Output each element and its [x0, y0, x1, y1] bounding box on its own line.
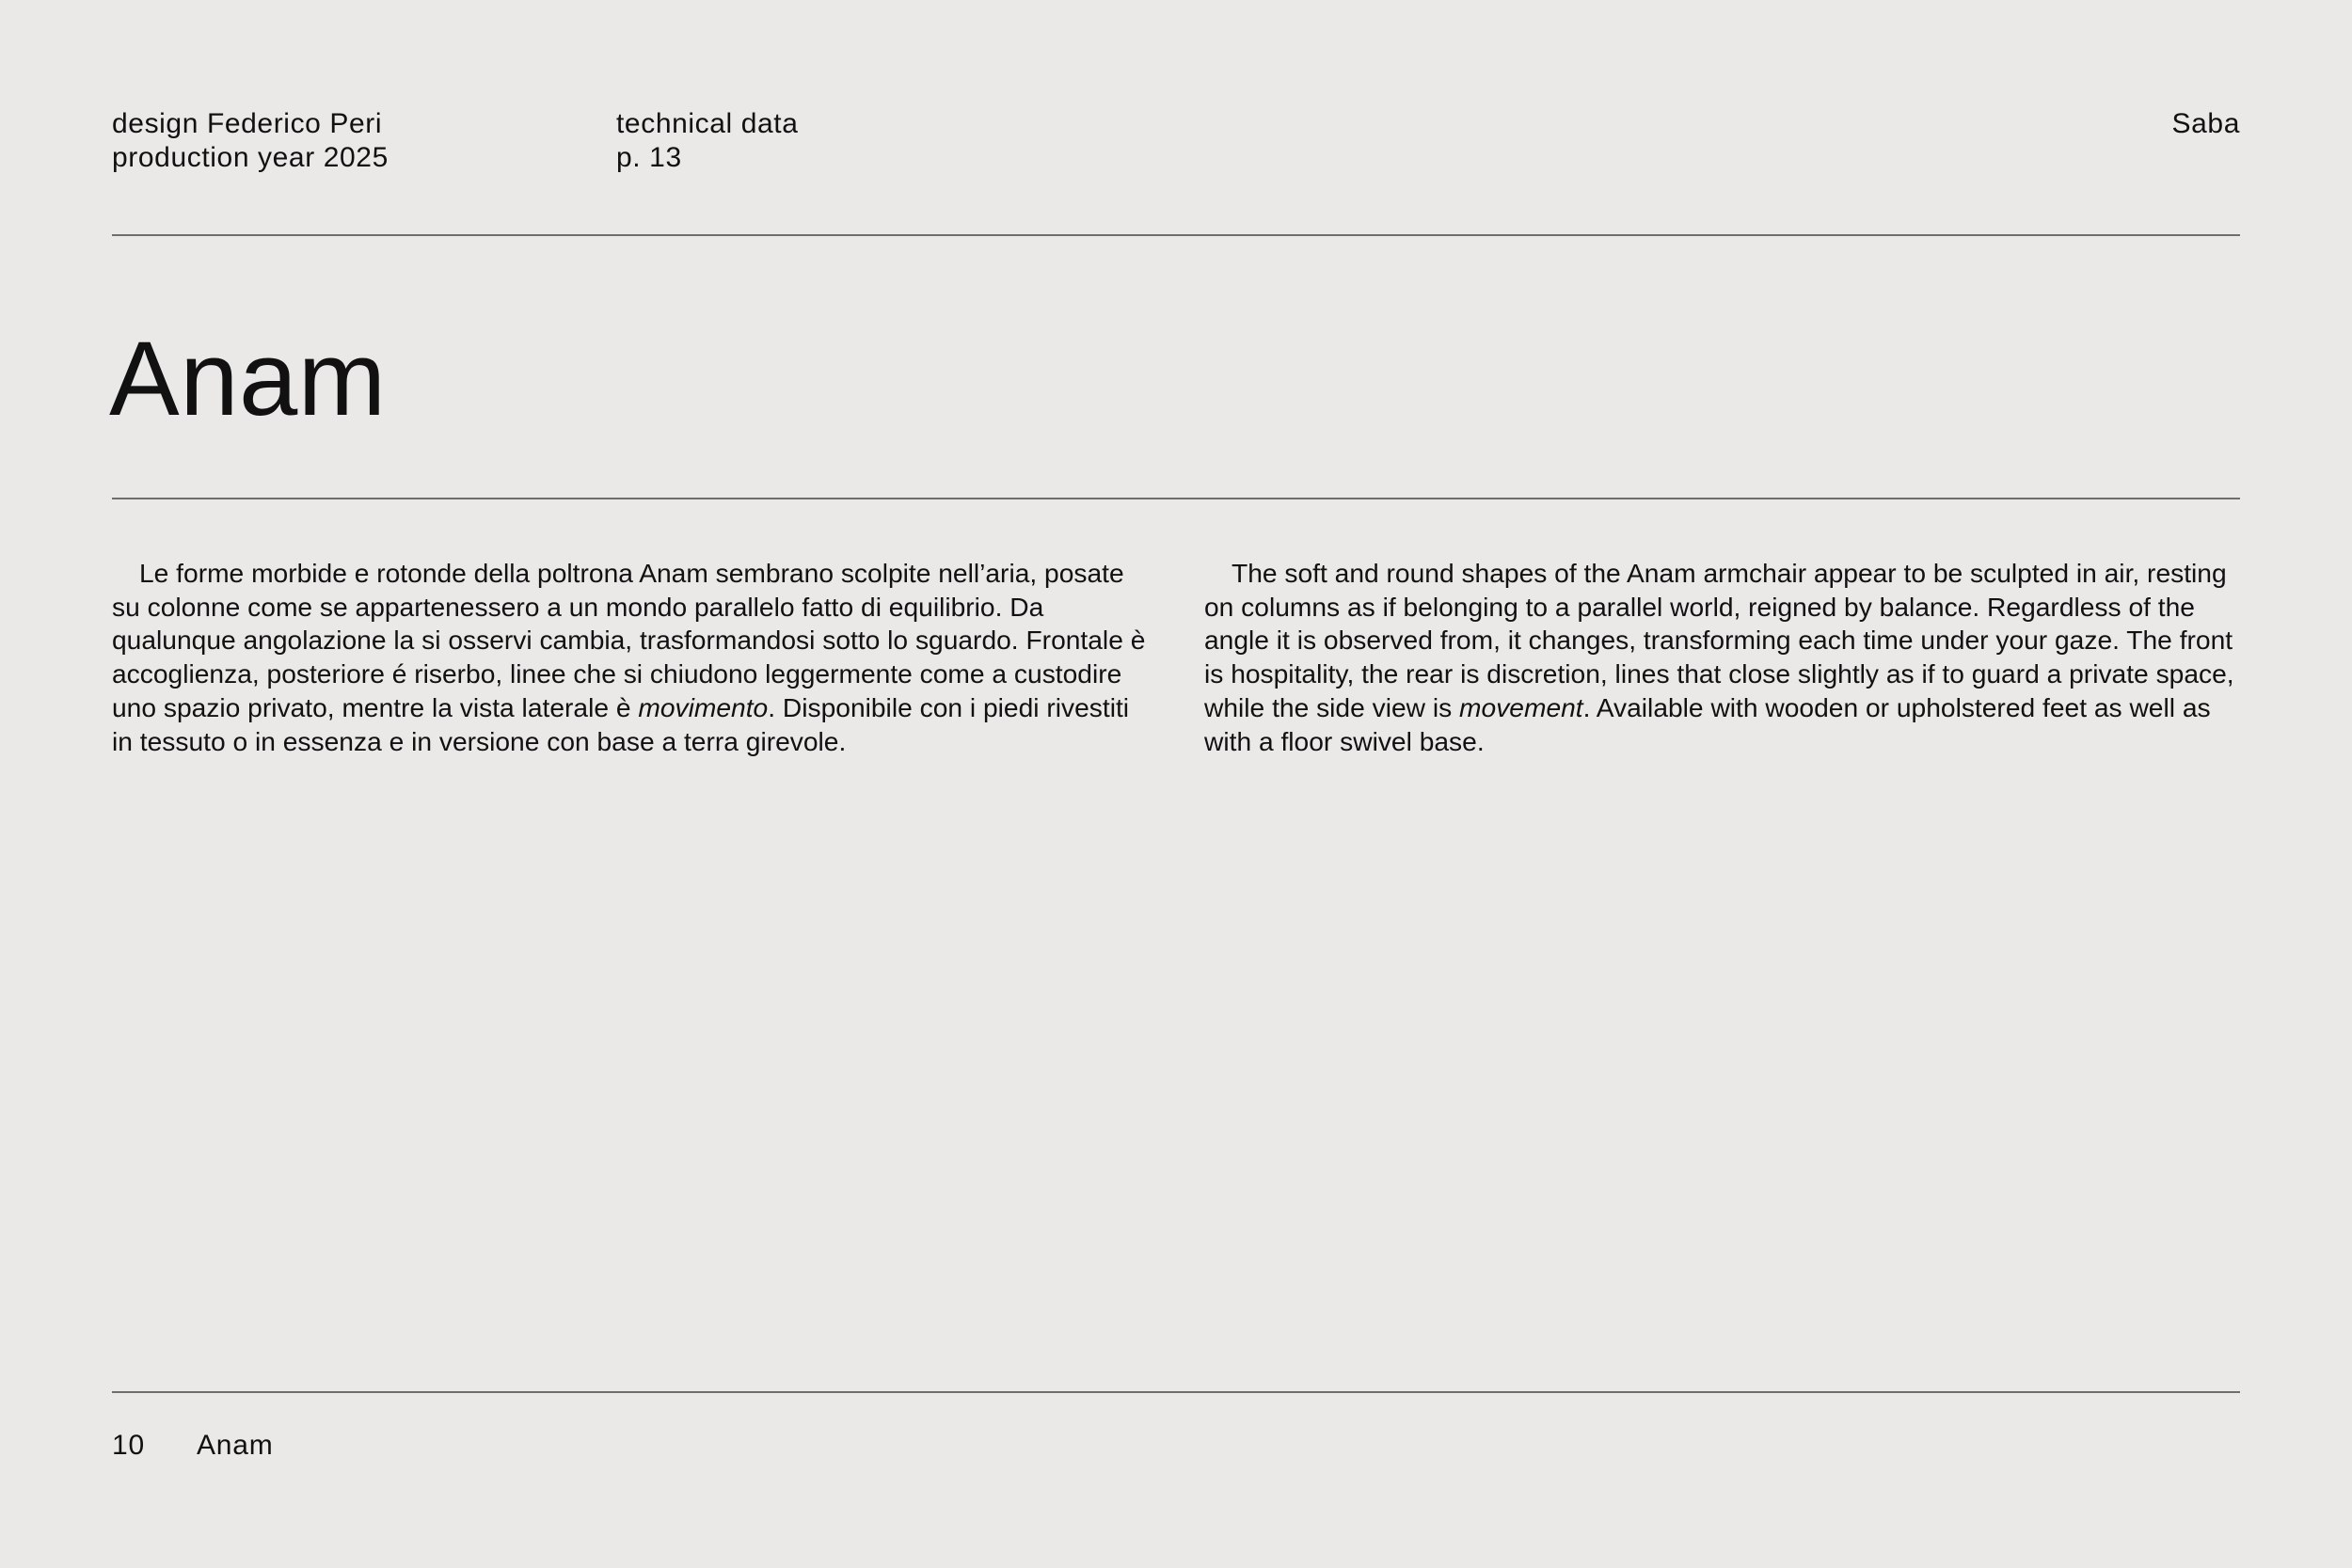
description-italian-emphasis: movimento: [638, 691, 769, 722]
description-english-text: The soft and round shapes of the Anam armchair appear to be sculpted in air, resting on columns as if belonging to a parallel world, reigned by balance. Regardless of the angle it is observed from, it changes, transforming each time under your gaze. The front is hospitality, the rear is discretion, lines that close slightly as if to guard a private space, while the side view is: [1204, 558, 2234, 722]
designer-credit: design Federico Peri: [112, 108, 383, 139]
divider-middle: [112, 498, 2240, 499]
description-english-text-end: . Available with wooden or upholstered feet as well as with a floor swivel base.: [1204, 691, 2211, 756]
footer: [112, 1429, 274, 1463]
page-title: Anam: [109, 320, 387, 437]
description-italian: [112, 557, 1147, 758]
header-section: [616, 107, 799, 175]
description-italian-text-end: . Disponibile con i piedi rivestiti in tessuto o in essenza e in versione con base a terra girevole.: [112, 691, 1130, 756]
description-italian-text: Le forme morbide e rotonde della poltrona Anam sembrano scolpite nell’aria, posate su colonne come se appartenessero a un mondo parallelo fatto di equilibrio. Da qualunque angolazione la si osservi cambia, trasformandosi sotto lo sguardo. Frontale è accoglienza, posteriore é riserbo, linee che si chiudono leggermente come a custodire uno spazio privato, mentre la vista laterale è: [112, 558, 1146, 722]
page-reference: p. 13: [616, 142, 682, 173]
footer-title: Anam: [197, 1430, 274, 1461]
header-brand: [2172, 107, 2240, 141]
description-english-emphasis: movement: [1459, 691, 1583, 722]
footer-page-number: 10: [112, 1430, 145, 1461]
description-english: [1204, 557, 2239, 758]
brand-name: Saba: [2171, 108, 2240, 139]
production-year: production year 2025: [112, 142, 389, 173]
section-label: technical data: [616, 108, 799, 139]
divider-top: [112, 234, 2240, 236]
divider-bottom: [112, 1391, 2240, 1393]
header-credits: [112, 107, 389, 175]
